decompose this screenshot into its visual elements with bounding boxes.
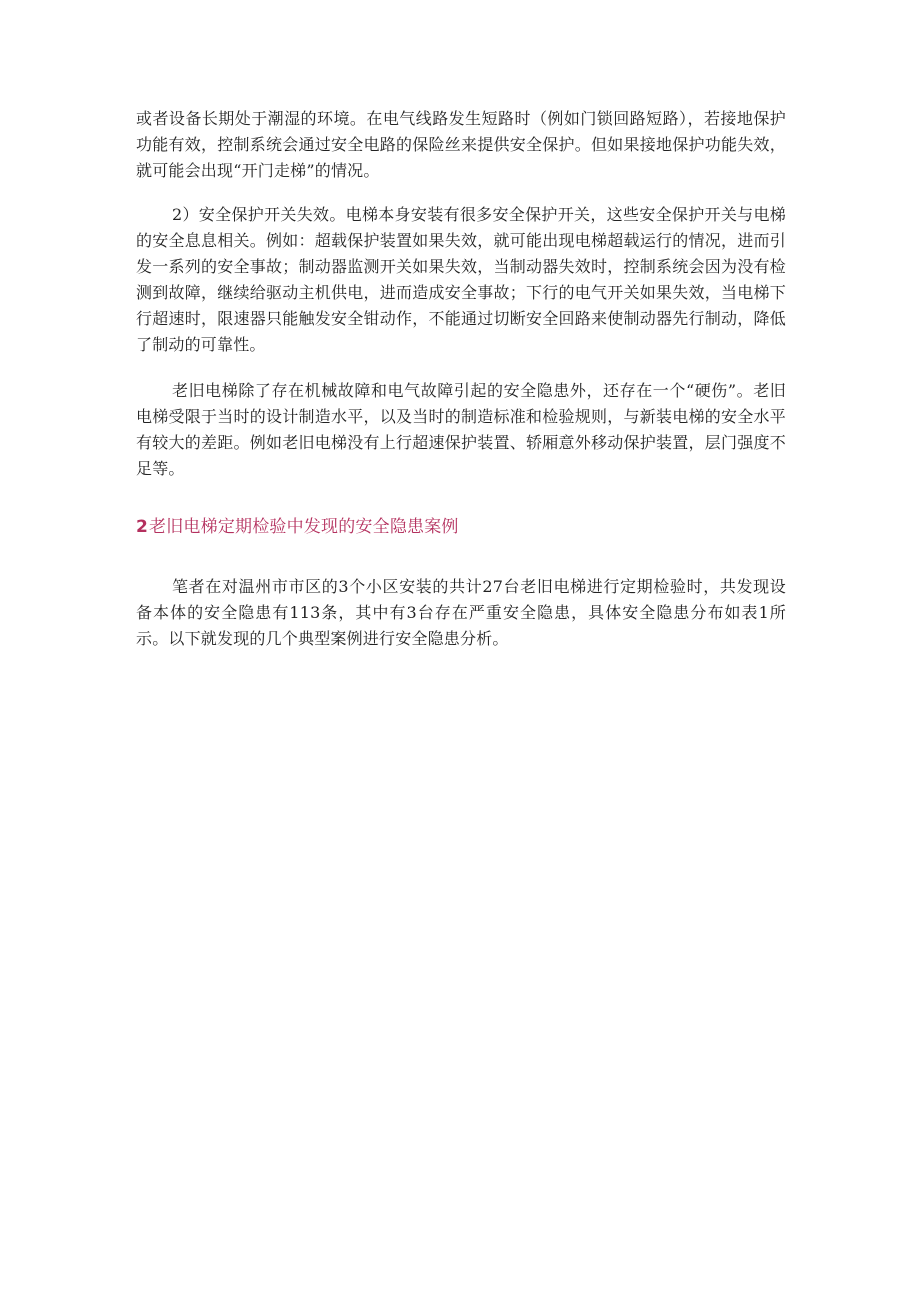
paragraph-safety-switch-failure: 2）安全保护开关失效。电梯本身安装有很多安全保护开关，这些安全保护开关与电梯的安全息息相关。例如：超载保护装置如果失效，就可能出现电梯超载运行的情况，进而引发一系列的安全事故；制动器监测开关如果失效，当制动器失效时，控制系统会因为没有检测到故障，继续给驱动主机供电，进而造成安全事故；下行的电气开关如果失效，当电梯下行超速时，限速器只能触发安全钳动作，不能通过切断安全回路来使制动器先行制动，降低了制动的可靠性。 [136,205,786,354]
document-page [136,106,786,652]
section-number: 2 [136,517,149,537]
section-title: 老旧电梯定期检验中发现的安全隐患案例 [149,517,459,537]
paragraph-old-elevator-defects: 老旧电梯除了存在机械故障和电气故障引起的安全隐患外，还存在一个“硬伤”。老旧电梯受限于当时的设计制造水平，以及当时的制造标准和检验规则，与新装电梯的安全水平有较大的差距。例如老旧电梯没有上行超速保护装置、轿厢意外移动保护装置，层门强度不足等。 [136,381,786,478]
paragraph-inspection-findings: 笔者在对温州市市区的3个小区安装的共计27台老旧电梯进行定期检验时，共发现设备本体的安全隐患有113条，其中有3台存在严重安全隐患，具体安全隐患分布如表1所示。以下就发现的几个典型案例进行安全隐患分析。 [136,577,786,648]
paragraph-grounding-failure: 或者设备长期处于潮湿的环境。在电气线路发生短路时（例如门锁回路短路），若接地保护功能有效，控制系统会通过安全电路的保险丝来提供安全保护。但如果接地保护功能失效，就可能会出现“开门走梯”的情况。 [136,109,786,180]
section-heading [136,514,786,540]
